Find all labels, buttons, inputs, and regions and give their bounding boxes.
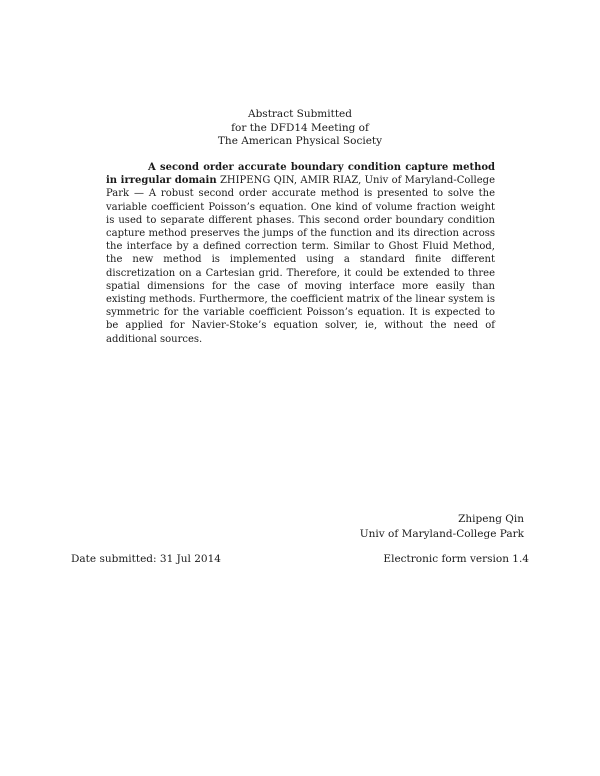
header-line-society: The American Physical Society bbox=[217, 135, 383, 147]
form-version: Electronic form version 1.4 bbox=[383, 553, 529, 565]
header-line-meeting: for the DFD14 Meeting of bbox=[231, 121, 369, 134]
abstract-authors: ZHIPENG QIN, AMIR RIAZ, Univ of Maryland-College Park — bbox=[106, 175, 495, 200]
header-line-abstract-submitted: Abstract Submitted bbox=[248, 108, 352, 120]
abstract-title: A second order accurate boundary condition capture method in irregular domain bbox=[106, 162, 495, 187]
submitter-name: Zhipeng Qin bbox=[458, 513, 524, 525]
abstract-body: A robust second order accurate method is presented to solve the variable coefficient Poisson’s equation. One kind of volume fraction weight is used to separate different phases. This second order boundary condition capture method preserves the jumps of the function and its direction across the interface by a defined correction term. Similar to Ghost Fluid Method, the new method is implemented using a standard finite different discretization on a Cartesian grid. Therefore, it could be extended to three spatial dimensions for the case of moving interface more easily than existing methods. Furthermore, the coefficient matrix of the linear system is symmetric for the variable coefficient Poisson’s equation. It is expected to be applied for Navier-Stoke’s equation solver, ie, without the need of additional sources. bbox=[106, 188, 496, 345]
date-submitted: Date submitted: 31 Jul 2014 bbox=[71, 553, 221, 565]
submission-header bbox=[0, 108, 600, 149]
submitter-block bbox=[360, 512, 524, 542]
abstract-block bbox=[106, 161, 495, 346]
submitter-affiliation: Univ of Maryland-College Park bbox=[359, 528, 524, 540]
